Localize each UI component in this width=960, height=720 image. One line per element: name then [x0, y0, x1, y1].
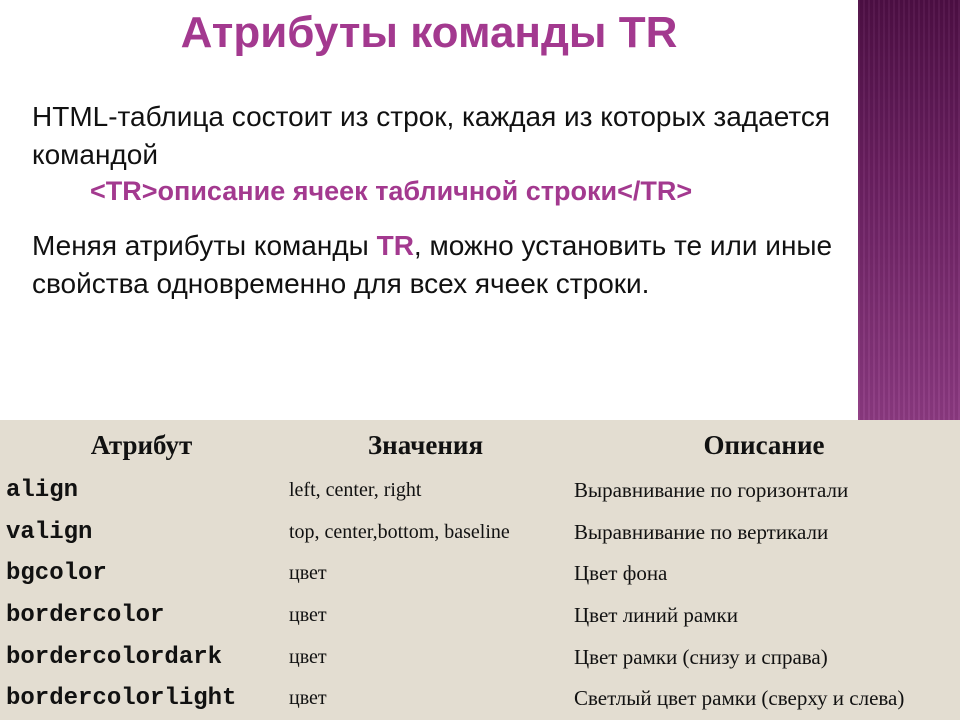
- attribute-description: Выравнивание по горизонтали: [574, 478, 849, 503]
- attribute-description: Цвет линий рамки: [574, 603, 738, 628]
- attribute-values: цвет: [289, 562, 327, 585]
- attribute-name: bordercolorlight: [6, 685, 237, 713]
- attribute-name: valign: [6, 518, 93, 546]
- attributes-table-container: [0, 420, 960, 720]
- explanation-paragraph: [32, 227, 852, 303]
- decorative-side-bar: [858, 0, 960, 420]
- attribute-name: bordercolordark: [6, 643, 223, 671]
- table-row: [0, 470, 960, 512]
- tr-keyword: TR: [376, 230, 414, 261]
- table-row: [0, 553, 960, 595]
- attribute-description: Светлый цвет рамки (сверху и слева): [574, 686, 905, 711]
- header-description: Описание: [703, 429, 825, 460]
- attribute-values: цвет: [289, 687, 327, 710]
- table-row: [0, 512, 960, 554]
- attribute-description: Цвет рамки (снизу и справа): [574, 644, 828, 669]
- header-attribute: Атрибут: [90, 429, 193, 460]
- attribute-name: bordercolor: [6, 602, 165, 630]
- slide-title: Атрибуты команды TR: [180, 8, 678, 57]
- intro-paragraph: HTML-таблица состоит из строк, каждая из которых задается командой: [32, 101, 831, 170]
- attribute-values: left, center, right: [289, 479, 422, 502]
- attribute-name: bgcolor: [6, 560, 107, 588]
- attribute-description: Выравнивание по вертикали: [574, 519, 829, 544]
- attribute-values: цвет: [289, 604, 327, 627]
- attribute-name: align: [6, 477, 79, 505]
- attribute-values: top, center,bottom, baseline: [289, 520, 510, 543]
- table-row: [0, 636, 960, 678]
- attribute-values: цвет: [289, 645, 327, 668]
- attributes-table: [0, 420, 960, 720]
- table-row: [0, 595, 960, 637]
- table-row: [0, 678, 960, 720]
- explanation-text-start: Меняя атрибуты команды: [32, 230, 377, 261]
- tr-syntax-line: <TR>описание ячеек табличной строки</TR>: [90, 176, 693, 206]
- attribute-description: Цвет фона: [574, 561, 668, 586]
- header-values: Значения: [367, 429, 484, 460]
- table-header-row: [0, 420, 960, 470]
- explanation-text-end: , можно установить те или иные свойства одновременно для всех ячеек строки.: [32, 230, 833, 299]
